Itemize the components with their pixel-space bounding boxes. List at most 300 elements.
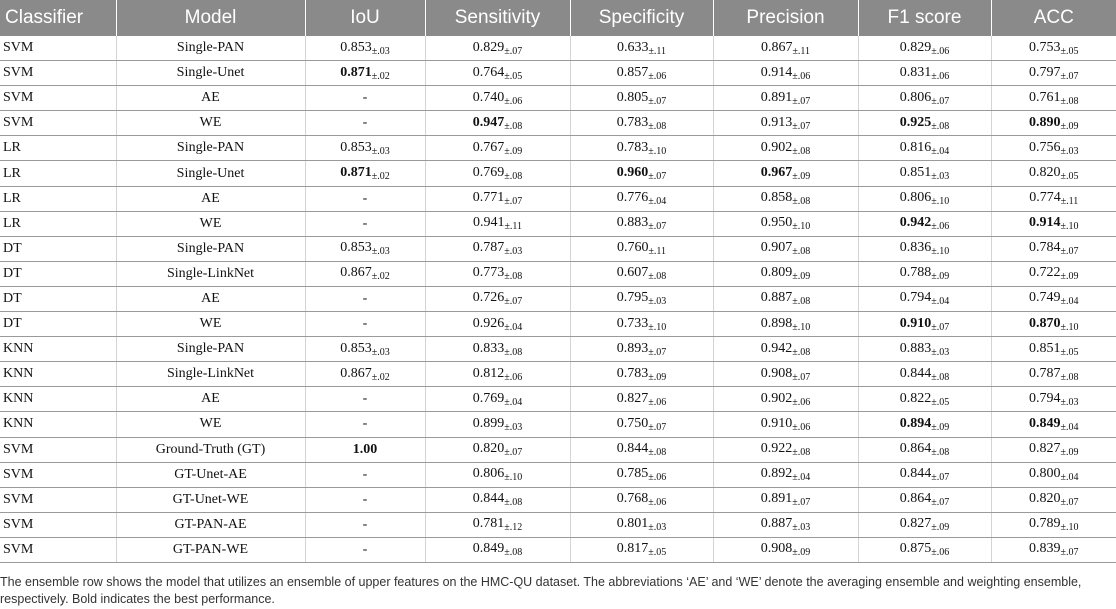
metric-std: ±.10: [931, 196, 950, 208]
cell-sensitivity: [425, 512, 570, 537]
cell-iou: [305, 387, 425, 412]
metric-value: -: [362, 215, 368, 231]
table-row: [0, 487, 1116, 512]
cell-specificity: [570, 186, 713, 211]
metric-value: 0.756: [1029, 139, 1061, 155]
metric-std: ±.06: [931, 45, 950, 57]
table-row: [0, 236, 1116, 261]
cell-model: Single-PAN: [116, 36, 305, 61]
cell-acc: [991, 462, 1116, 487]
metric-value: 0.867: [340, 365, 372, 381]
metric-std: ±.07: [1060, 497, 1079, 509]
metric-value: -: [362, 316, 368, 332]
metric-value: 0.902: [760, 139, 793, 155]
table-row: [0, 312, 1116, 337]
metric-std: ±.05: [931, 396, 950, 408]
cell-model: WE: [116, 312, 305, 337]
metric-std: ±.07: [504, 45, 523, 57]
cell-acc: [991, 312, 1116, 337]
metric-value: 0.893: [616, 340, 649, 356]
cell-specificity: [570, 312, 713, 337]
cell-precision: [713, 261, 858, 286]
metric-value: 0.894: [899, 415, 932, 431]
metric-value: 0.875: [899, 541, 932, 557]
metric-value: 0.783: [616, 365, 649, 381]
table-row: [0, 61, 1116, 86]
metric-std: ±.11: [792, 45, 811, 57]
metric-std: ±.08: [792, 246, 811, 258]
metric-value: 0.922: [760, 441, 793, 457]
metric-std: ±.03: [371, 346, 390, 358]
cell-f1-score: [858, 161, 991, 186]
metric-std: ±.10: [648, 145, 667, 157]
metric-std: ±.07: [1060, 246, 1079, 258]
metric-value: 0.942: [899, 215, 932, 231]
metric-value: 0.864: [899, 491, 932, 507]
metric-value: 0.867: [340, 265, 372, 281]
metric-std: ±.06: [504, 371, 523, 383]
metric-std: ±.10: [792, 321, 811, 333]
metric-std: ±.12: [504, 522, 523, 534]
cell-model: WE: [116, 412, 305, 437]
metric-value: -: [362, 466, 368, 482]
metric-value: -: [362, 391, 368, 407]
cell-acc: [991, 161, 1116, 186]
metric-std: ±.11: [1060, 196, 1079, 208]
metric-std: ±.03: [931, 171, 950, 183]
cell-classifier: DT: [0, 236, 116, 261]
cell-sensitivity: [425, 487, 570, 512]
metric-value: -: [362, 416, 368, 432]
cell-acc: [991, 437, 1116, 462]
cell-classifier: KNN: [0, 337, 116, 362]
table-row: [0, 437, 1116, 462]
metric-std: ±.02: [371, 271, 390, 283]
metric-std: ±.07: [648, 421, 667, 433]
metric-value: 0.749: [1029, 290, 1061, 306]
metric-std: ±.07: [792, 120, 811, 132]
cell-model: Single-PAN: [116, 236, 305, 261]
cell-acc: [991, 136, 1116, 161]
cell-precision: [713, 337, 858, 362]
metric-value: 0.867: [760, 39, 793, 55]
header-sensitivity: Sensitivity: [425, 0, 570, 36]
table-row: [0, 261, 1116, 286]
cell-classifier: SVM: [0, 111, 116, 136]
cell-model: WE: [116, 111, 305, 136]
cell-iou: [305, 462, 425, 487]
cell-acc: [991, 512, 1116, 537]
metric-std: ±.06: [504, 95, 523, 107]
metric-value: 0.914: [1029, 215, 1061, 231]
metric-value: 0.789: [1029, 516, 1061, 532]
cell-specificity: [570, 362, 713, 387]
metric-value: 0.902: [760, 390, 793, 406]
cell-classifier: KNN: [0, 362, 116, 387]
cell-precision: [713, 186, 858, 211]
metric-std: ±.04: [1060, 472, 1079, 484]
metric-value: 0.801: [616, 516, 649, 532]
cell-f1-score: [858, 211, 991, 236]
table-row: [0, 362, 1116, 387]
cell-f1-score: [858, 387, 991, 412]
table-row: [0, 462, 1116, 487]
metric-value: 0.783: [616, 114, 649, 130]
metric-value: 0.844: [472, 491, 505, 507]
metric-value: -: [362, 491, 368, 507]
cell-specificity: [570, 161, 713, 186]
cell-specificity: [570, 487, 713, 512]
metric-value: 0.633: [616, 39, 649, 55]
metric-std: ±.10: [648, 321, 667, 333]
metric-std: ±.06: [648, 472, 667, 484]
cell-precision: [713, 462, 858, 487]
metric-value: -: [362, 90, 368, 106]
cell-acc: [991, 387, 1116, 412]
metric-std: ±.03: [931, 346, 950, 358]
metric-std: ±.10: [1060, 321, 1079, 333]
header-f1-score: F1 score: [858, 0, 991, 36]
metric-value: 0.891: [760, 89, 793, 105]
metric-std: ±.05: [1060, 346, 1079, 358]
table-row: [0, 136, 1116, 161]
metric-std: ±.04: [931, 296, 950, 308]
cell-iou: [305, 437, 425, 462]
metric-value: 0.760: [616, 240, 649, 256]
table-footnote: The ensemble row shows the model that utilizes an ensemble of upper features on the HMC-QU dataset. The abbreviations ‘AE’ and ‘WE’ denote the averaging ensemble and weighting ensemble, respectively. Bold indicates the best performance.: [0, 575, 1082, 606]
metric-value: 0.871: [340, 64, 372, 80]
cell-iou: [305, 161, 425, 186]
metric-value: 0.908: [760, 365, 793, 381]
metric-std: ±.08: [1060, 371, 1079, 383]
cell-specificity: [570, 462, 713, 487]
metric-std: ±.03: [648, 296, 667, 308]
cell-acc: [991, 412, 1116, 437]
metric-std: ±.09: [1060, 271, 1079, 283]
cell-model: Single-Unet: [116, 61, 305, 86]
metric-value: 0.864: [899, 441, 932, 457]
metric-std: ±.04: [504, 321, 523, 333]
metric-value: 0.794: [1029, 390, 1061, 406]
cell-iou: [305, 111, 425, 136]
cell-classifier: DT: [0, 312, 116, 337]
cell-classifier: SVM: [0, 487, 116, 512]
metric-value: 0.783: [616, 139, 649, 155]
metric-value: 0.767: [472, 139, 505, 155]
cell-classifier: SVM: [0, 537, 116, 562]
metric-value: 0.870: [1029, 315, 1061, 331]
cell-f1-score: [858, 412, 991, 437]
cell-precision: [713, 211, 858, 236]
metric-std: ±.04: [1060, 296, 1079, 308]
metric-value: 0.774: [1029, 190, 1061, 206]
metric-std: ±.10: [792, 221, 811, 233]
metric-std: ±.04: [648, 196, 667, 208]
metric-value: 0.950: [760, 215, 793, 231]
metric-value: 0.941: [472, 215, 505, 231]
cell-precision: [713, 111, 858, 136]
metric-std: ±.08: [504, 346, 523, 358]
cell-model: Single-LinkNet: [116, 362, 305, 387]
metric-value: 0.833: [472, 340, 505, 356]
metric-value: 0.726: [472, 290, 505, 306]
cell-iou: [305, 312, 425, 337]
cell-acc: [991, 337, 1116, 362]
cell-specificity: [570, 236, 713, 261]
metric-value: 0.797: [1029, 64, 1061, 80]
metric-std: ±.09: [792, 171, 811, 183]
metric-value: 0.776: [616, 190, 649, 206]
metric-std: ±.09: [504, 145, 523, 157]
metric-std: ±.07: [504, 447, 523, 459]
metric-value: 0.761: [1029, 89, 1061, 105]
metric-value: 0.768: [616, 491, 649, 507]
metric-value: 0.857: [616, 64, 649, 80]
metric-std: ±.03: [648, 522, 667, 534]
metric-value: 0.910: [760, 415, 793, 431]
metric-value: 0.827: [899, 516, 932, 532]
cell-sensitivity: [425, 437, 570, 462]
table-body: [0, 36, 1116, 562]
header-model: Model: [116, 0, 305, 36]
cell-specificity: [570, 211, 713, 236]
table-row: [0, 111, 1116, 136]
metric-std: ±.06: [648, 396, 667, 408]
cell-specificity: [570, 136, 713, 161]
metric-value: 0.947: [472, 114, 505, 130]
cell-model: GT-Unet-AE: [116, 462, 305, 487]
metric-std: ±.08: [792, 145, 811, 157]
metric-std: ±.08: [931, 371, 950, 383]
header-classifier: Classifier: [0, 0, 116, 36]
cell-precision: [713, 487, 858, 512]
cell-precision: [713, 437, 858, 462]
cell-precision: [713, 236, 858, 261]
metric-std: ±.08: [648, 120, 667, 132]
metric-std: ±.07: [792, 497, 811, 509]
metric-std: ±.07: [648, 95, 667, 107]
cell-iou: [305, 261, 425, 286]
metric-value: 0.805: [616, 89, 649, 105]
metric-value: 0.787: [1029, 365, 1061, 381]
metric-value: 0.787: [472, 240, 505, 256]
header-acc: ACC: [991, 0, 1116, 36]
cell-iou: [305, 537, 425, 562]
metric-value: 0.817: [616, 541, 649, 557]
cell-model: AE: [116, 286, 305, 311]
metric-std: ±.09: [931, 271, 950, 283]
metric-std: ±.07: [648, 346, 667, 358]
metric-value: 0.853: [340, 139, 372, 155]
table-row: [0, 211, 1116, 236]
cell-classifier: KNN: [0, 387, 116, 412]
table-row: [0, 186, 1116, 211]
table-row: [0, 86, 1116, 111]
cell-specificity: [570, 537, 713, 562]
cell-sensitivity: [425, 111, 570, 136]
cell-classifier: LR: [0, 186, 116, 211]
cell-specificity: [570, 412, 713, 437]
cell-specificity: [570, 387, 713, 412]
metric-std: ±.06: [931, 221, 950, 233]
metric-value: 0.820: [472, 441, 505, 457]
metric-std: ±.06: [792, 70, 811, 82]
metric-std: ±.03: [1060, 145, 1079, 157]
metric-std: ±.08: [931, 447, 950, 459]
metric-value: 0.785: [616, 466, 649, 482]
metric-value: 0.839: [1029, 541, 1061, 557]
cell-iou: [305, 86, 425, 111]
metric-value: 0.836: [899, 240, 932, 256]
metric-std: ±.03: [371, 45, 390, 57]
metric-std: ±.09: [931, 421, 950, 433]
metric-std: ±.09: [792, 271, 811, 283]
cell-specificity: [570, 61, 713, 86]
metric-value: 0.844: [899, 466, 932, 482]
cell-f1-score: [858, 111, 991, 136]
cell-sensitivity: [425, 387, 570, 412]
metric-std: ±.08: [504, 547, 523, 559]
metric-std: ±.05: [1060, 45, 1079, 57]
metric-value: 0.607: [616, 265, 649, 281]
metric-value: 0.795: [616, 290, 649, 306]
metric-value: 0.849: [1029, 415, 1061, 431]
metric-value: 0.844: [899, 365, 932, 381]
metric-std: ±.03: [504, 421, 523, 433]
metric-std: ±.06: [792, 396, 811, 408]
cell-f1-score: [858, 362, 991, 387]
cell-acc: [991, 487, 1116, 512]
metric-std: ±.05: [1060, 171, 1079, 183]
metric-std: ±.09: [1060, 120, 1079, 132]
metric-value: 0.771: [472, 190, 505, 206]
metric-value: 0.809: [760, 265, 793, 281]
metric-std: ±.09: [792, 547, 811, 559]
metric-value: 0.769: [472, 390, 505, 406]
metric-value: -: [362, 190, 368, 206]
cell-f1-score: [858, 36, 991, 61]
metric-std: ±.08: [504, 171, 523, 183]
cell-iou: [305, 186, 425, 211]
metric-value: 0.806: [472, 466, 505, 482]
metric-value: 0.853: [340, 39, 372, 55]
metric-value: 0.773: [472, 265, 505, 281]
metric-value: -: [362, 541, 368, 557]
cell-model: GT-PAN-AE: [116, 512, 305, 537]
cell-iou: [305, 236, 425, 261]
metric-value: 0.750: [616, 415, 649, 431]
metric-std: ±.03: [1060, 396, 1079, 408]
metric-std: ±.04: [792, 472, 811, 484]
cell-sensitivity: [425, 61, 570, 86]
table-row: [0, 537, 1116, 562]
metric-std: ±.07: [792, 371, 811, 383]
metric-value: 0.769: [472, 165, 505, 181]
cell-acc: [991, 211, 1116, 236]
cell-specificity: [570, 437, 713, 462]
cell-classifier: SVM: [0, 462, 116, 487]
metric-value: -: [362, 290, 368, 306]
metric-value: 0.764: [472, 64, 505, 80]
cell-precision: [713, 387, 858, 412]
cell-f1-score: [858, 61, 991, 86]
metric-std: ±.04: [504, 396, 523, 408]
metric-value: 0.887: [760, 290, 793, 306]
cell-sensitivity: [425, 211, 570, 236]
metric-std: ±.03: [792, 522, 811, 534]
cell-sensitivity: [425, 462, 570, 487]
metric-value: 0.829: [472, 39, 505, 55]
cell-acc: [991, 61, 1116, 86]
metric-value: 0.806: [899, 190, 932, 206]
metric-value: 0.907: [760, 240, 793, 256]
cell-specificity: [570, 337, 713, 362]
cell-sensitivity: [425, 412, 570, 437]
metric-std: ±.07: [1060, 547, 1079, 559]
metric-value: 0.740: [472, 89, 505, 105]
cell-model: GT-PAN-WE: [116, 537, 305, 562]
cell-iou: [305, 61, 425, 86]
cell-iou: [305, 36, 425, 61]
metric-std: ±.07: [1060, 70, 1079, 82]
metric-value: 0.871: [340, 165, 372, 181]
metric-std: ±.06: [792, 421, 811, 433]
cell-model: AE: [116, 186, 305, 211]
metric-std: ±.02: [371, 70, 390, 82]
cell-specificity: [570, 512, 713, 537]
cell-acc: [991, 36, 1116, 61]
header-specificity: Specificity: [570, 0, 713, 36]
metric-std: ±.08: [792, 346, 811, 358]
cell-f1-score: [858, 286, 991, 311]
cell-precision: [713, 161, 858, 186]
cell-classifier: LR: [0, 211, 116, 236]
metric-value: 0.851: [899, 165, 932, 181]
cell-model: Single-PAN: [116, 337, 305, 362]
metric-value: 0.851: [1029, 340, 1061, 356]
metric-value: 0.722: [1029, 265, 1061, 281]
table-row: [0, 387, 1116, 412]
cell-classifier: SVM: [0, 437, 116, 462]
cell-specificity: [570, 261, 713, 286]
cell-f1-score: [858, 512, 991, 537]
metric-value: 0.806: [899, 89, 932, 105]
cell-sensitivity: [425, 186, 570, 211]
cell-iou: [305, 487, 425, 512]
cell-acc: [991, 286, 1116, 311]
cell-classifier: LR: [0, 161, 116, 186]
table-row: [0, 412, 1116, 437]
metric-value: 0.820: [1029, 491, 1061, 507]
metric-value: 0.858: [760, 190, 793, 206]
metric-value: 0.753: [1029, 39, 1061, 55]
metric-value: 0.913: [760, 114, 793, 130]
cell-f1-score: [858, 462, 991, 487]
cell-precision: [713, 537, 858, 562]
cell-f1-score: [858, 487, 991, 512]
cell-model: WE: [116, 211, 305, 236]
table-row: [0, 512, 1116, 537]
cell-precision: [713, 136, 858, 161]
metric-value: 0.925: [899, 114, 932, 130]
metric-std: ±.08: [504, 497, 523, 509]
cell-model: Single-Unet: [116, 161, 305, 186]
metric-std: ±.03: [371, 145, 390, 157]
metric-std: ±.03: [371, 246, 390, 258]
metric-value: 0.784: [1029, 240, 1061, 256]
metric-std: ±.08: [931, 120, 950, 132]
table-row: [0, 161, 1116, 186]
